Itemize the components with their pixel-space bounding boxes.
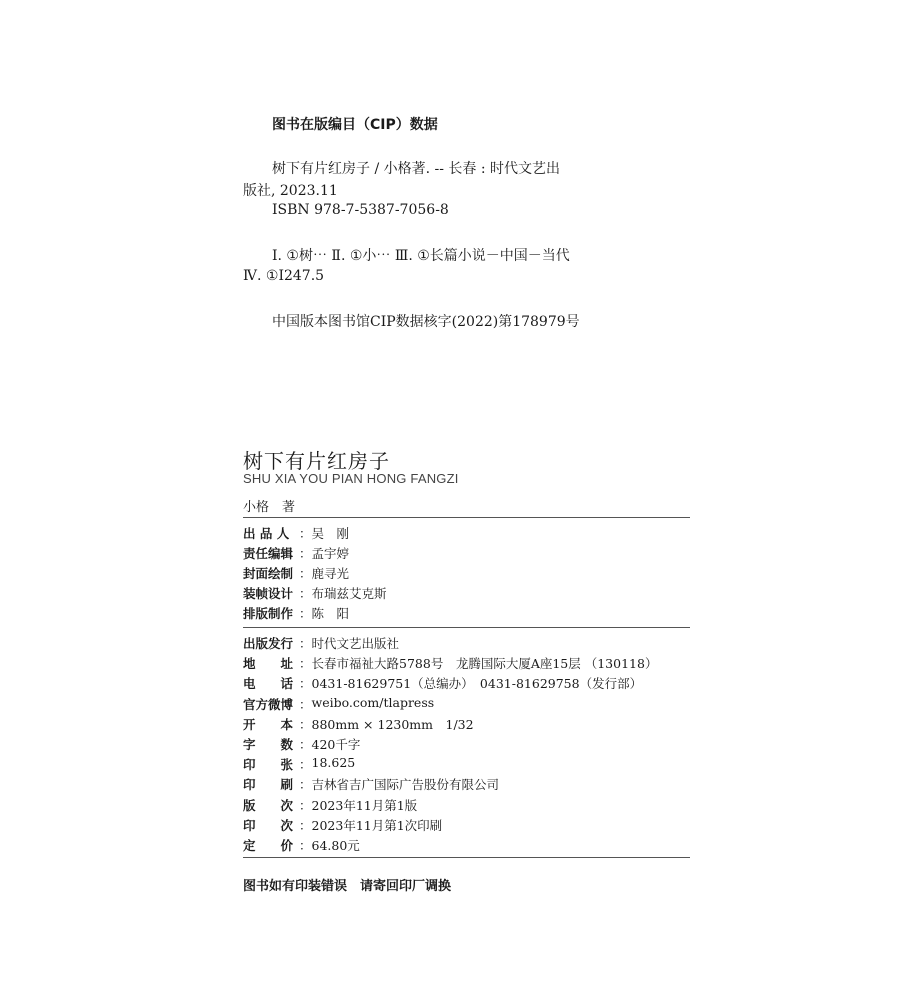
row-label: 印 张	[243, 757, 294, 773]
row-value: 64.80元	[311, 838, 360, 853]
row-value: 0431-81629751（总编办） 0431-81629758（发行部）	[311, 676, 643, 692]
row-colon: ：	[299, 838, 312, 853]
row-colon: ：	[299, 636, 312, 651]
row-colon: ：	[299, 797, 312, 813]
row-value: 18.625	[311, 755, 356, 771]
row-label: 装帧设计	[243, 586, 294, 601]
row-value: 2023年11月第1次印刷	[311, 817, 443, 833]
row-value: 长春市福祉大路5788号 龙腾国际大厦A座15层 （130118）	[311, 656, 658, 672]
row-value: weibo.com/tlapress	[311, 694, 435, 710]
row-value: 时代文艺出版社	[311, 636, 400, 651]
row-label: 电 话	[243, 676, 294, 692]
footer-notice: 图书如有印装错误 请寄回印厂调换	[243, 879, 452, 894]
publishing-row	[243, 695, 434, 713]
divider-middle	[243, 627, 690, 628]
credit-row	[243, 564, 349, 582]
row-label: 印 刷	[243, 777, 294, 793]
row-value: 吴 刚	[311, 526, 350, 541]
row-colon: ：	[299, 757, 312, 773]
row-colon: ：	[299, 777, 312, 793]
row-label: 封面绘制	[243, 566, 294, 581]
row-colon: ：	[299, 586, 312, 601]
publishing-row	[243, 816, 442, 834]
publishing-row	[243, 674, 642, 692]
row-value: 陈 阳	[311, 606, 350, 621]
row-value: 吉林省吉广国际广告股份有限公司	[311, 777, 500, 793]
book-author: 小格 著	[243, 500, 296, 515]
row-label: 印 次	[243, 817, 294, 833]
cip-classification-2: Ⅳ. ①I247.5	[243, 268, 325, 284]
row-colon: ：	[299, 817, 312, 833]
row-value: 鹿寻光	[311, 566, 350, 581]
book-title: 树下有片红房子	[243, 449, 390, 473]
cip-line-1: 树下有片红房子 / 小格著. -- 长春 : 时代文艺出	[272, 161, 561, 177]
row-value: 420千字	[311, 737, 361, 752]
publishing-row	[243, 715, 474, 733]
publishing-row	[243, 735, 360, 753]
cip-heading: 图书在版编目（CIP）数据	[272, 117, 438, 133]
row-label: 字 数	[243, 737, 294, 752]
row-label: 开 本	[243, 716, 294, 732]
row-label: 版 次	[243, 797, 294, 813]
row-colon: ：	[299, 676, 312, 692]
cip-record-number: 中国版本图书馆CIP数据核字(2022)第178979号	[272, 314, 580, 330]
row-label: 责任编辑	[243, 546, 294, 561]
row-label: 定 价	[243, 838, 294, 853]
credit-row	[243, 604, 349, 622]
cip-classification-1: Ⅰ. ①树⋯ Ⅱ. ①小⋯ Ⅲ. ①长篇小说－中国－当代	[272, 248, 570, 264]
row-colon: ：	[299, 546, 312, 561]
row-colon: ：	[299, 606, 312, 621]
row-colon: ：	[299, 696, 312, 712]
divider-top	[243, 517, 690, 518]
row-label: 出 品 人	[243, 526, 290, 541]
row-value: 880mm × 1230mm 1/32	[311, 716, 474, 732]
row-label: 出版发行	[243, 636, 294, 651]
publishing-row	[243, 755, 355, 773]
publishing-row	[243, 775, 499, 793]
cip-isbn: ISBN 978-7-5387-7056-8	[272, 202, 449, 218]
publishing-row	[243, 796, 417, 814]
publishing-row	[243, 654, 657, 672]
divider-bottom	[243, 857, 690, 858]
publishing-row	[243, 634, 399, 652]
row-colon: ：	[299, 656, 312, 672]
row-label: 官方微博	[243, 696, 294, 712]
row-value: 布瑞兹艾克斯	[311, 586, 387, 601]
row-label: 地 址	[243, 656, 294, 672]
publishing-row	[243, 836, 360, 854]
row-colon: ：	[299, 737, 312, 752]
credit-row	[243, 584, 387, 602]
row-value: 2023年11月第1版	[311, 797, 418, 813]
row-label: 排版制作	[243, 606, 294, 621]
cip-line-2: 版社, 2023.11	[243, 183, 338, 199]
row-colon: ：	[299, 716, 312, 732]
book-title-pinyin: SHU XIA YOU PIAN HONG FANGZI	[243, 471, 459, 486]
row-colon: ：	[299, 526, 312, 541]
row-colon: ：	[299, 566, 312, 581]
row-value: 孟宇婷	[311, 546, 350, 561]
credit-row	[243, 544, 349, 562]
credit-row	[243, 524, 349, 542]
